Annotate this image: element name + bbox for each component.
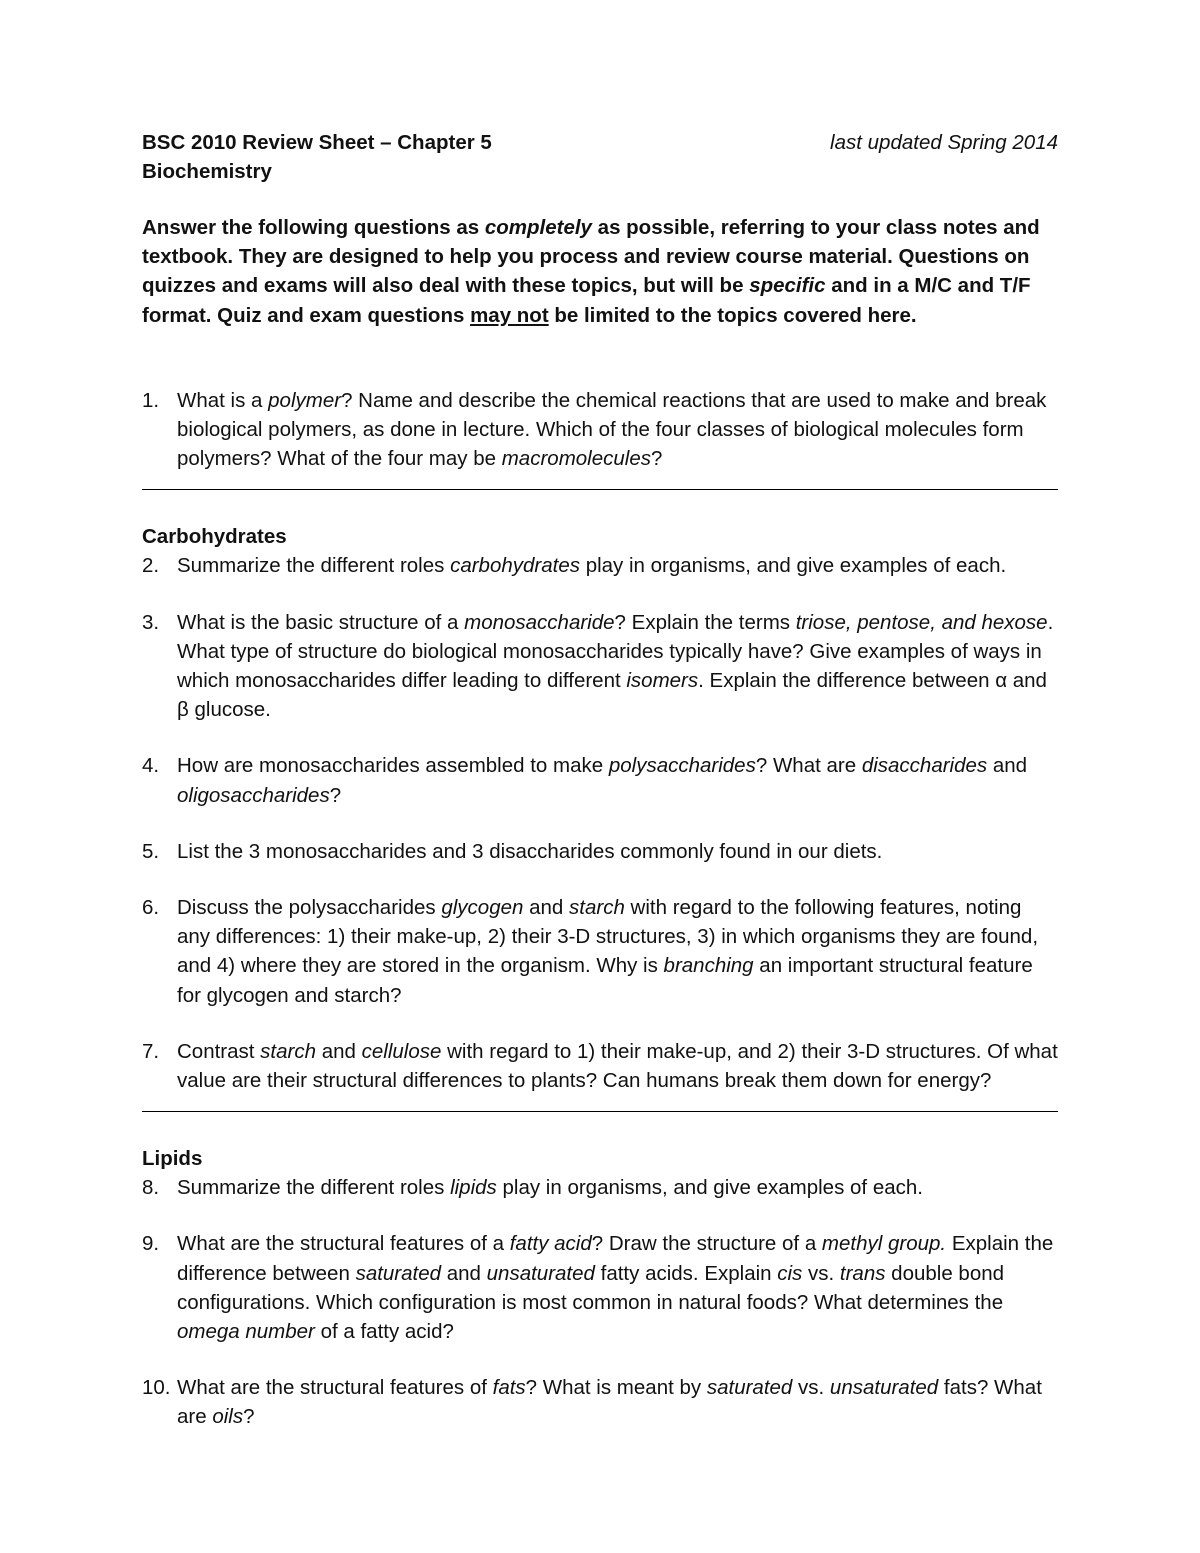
question-text: and xyxy=(987,754,1028,778)
last-updated: last updated Spring 2014 xyxy=(830,131,1058,154)
question-1 xyxy=(142,386,1058,474)
question-text: fats? What are xyxy=(177,1376,1042,1429)
question-term: unsaturated xyxy=(829,1376,939,1400)
question-text: with regard to the following features, noting any differences: 1) their make-up, 2) their 3-D structures, 3) in which organisms they are found, and 4) where they are stored in the organism. Why is xyxy=(177,896,1039,978)
section-title-carbohydrates: Carbohydrates xyxy=(142,525,287,549)
question-number: 4. xyxy=(142,754,160,778)
question-text: ? What are xyxy=(755,754,862,778)
intro-emphasis: specific xyxy=(749,274,826,298)
question-6 xyxy=(142,893,1058,1010)
question-number: 5. xyxy=(142,839,160,863)
question-term: disaccharides xyxy=(861,754,988,778)
question-text: and xyxy=(523,896,570,920)
question-text: What are the structural features of xyxy=(177,1376,493,1400)
question-text: ? xyxy=(243,1405,255,1429)
question-text: Summarize the different roles xyxy=(177,554,451,578)
section-divider xyxy=(142,1111,1058,1112)
intro-text: be limited to the topics covered here. xyxy=(548,303,917,327)
question-term: starch xyxy=(569,896,625,920)
intro-emphasis: completely xyxy=(484,216,592,239)
question-text: of a fatty acid? xyxy=(314,1320,454,1344)
instructions-paragraph xyxy=(142,213,1058,330)
question-number: 3. xyxy=(142,610,160,634)
question-text: Explain the difference between xyxy=(177,1232,1054,1285)
question-9 xyxy=(142,1229,1058,1346)
question-text: ? Name and describe the chemical reactions that are used to make and break biological polymers, as done in lecture. Which of the four classes of biological molecules form polymers? What of the four may be xyxy=(177,388,1047,471)
question-text: What are the structural features of a xyxy=(177,1232,510,1256)
question-text: fatty acids. Explain xyxy=(594,1261,778,1285)
question-10 xyxy=(142,1373,1058,1431)
question-text: . Explain the difference between α and β glucose. xyxy=(177,669,1047,722)
question-text: ? Draw the structure of a xyxy=(591,1232,822,1256)
question-term: monosaccharide xyxy=(464,610,615,634)
question-text: an important structural feature for glycogen and starch? xyxy=(177,954,1033,1007)
question-term: branching xyxy=(663,954,754,978)
question-term: triose, pentose, and hexose xyxy=(795,610,1048,634)
question-text: ? Explain the terms xyxy=(614,610,796,634)
question-4 xyxy=(142,751,1058,809)
intro-text: and in a M/C and T/F format. Quiz and exam questions xyxy=(142,274,1031,327)
question-text: play in organisms, and give examples of each. xyxy=(496,1176,923,1200)
question-term: saturated xyxy=(706,1376,793,1400)
question-text: vs. xyxy=(802,1261,840,1285)
question-text: play in organisms, and give examples of each. xyxy=(580,554,1007,578)
question-number: 7. xyxy=(142,1039,160,1063)
question-term: cellulose xyxy=(361,1039,442,1063)
question-number: 2. xyxy=(142,554,160,578)
question-text: double bond configurations. Which configuration is most common in natural foods? What determines the xyxy=(177,1261,1005,1314)
intro-text: as possible, referring to your class notes and textbook. They are designed to help you process and review course material. Questions on quizzes and exams will also deal with these topics, but will be xyxy=(142,216,1040,298)
question-number: 1. xyxy=(142,388,160,412)
question-term: starch xyxy=(260,1039,316,1063)
question-7 xyxy=(142,1037,1058,1095)
question-term: oils xyxy=(212,1405,244,1429)
question-text: What is the basic structure of a xyxy=(177,610,465,634)
question-text: ? xyxy=(329,783,342,807)
document-page xyxy=(142,128,1058,1432)
intro-underline: may not xyxy=(470,303,549,327)
question-term: omega number xyxy=(177,1320,315,1344)
doc-subtitle: Biochemistry xyxy=(142,160,272,183)
doc-title: BSC 2010 Review Sheet – Chapter 5 xyxy=(142,131,492,154)
question-text: What is a xyxy=(177,388,269,412)
intro-text: Answer the following questions as xyxy=(142,216,485,239)
question-term: polymer xyxy=(268,388,342,412)
question-text: and xyxy=(441,1261,487,1285)
question-text: vs. xyxy=(792,1376,830,1400)
question-text: and xyxy=(316,1039,362,1063)
question-number: 9. xyxy=(142,1232,160,1256)
question-term: macromolecules xyxy=(501,447,651,471)
question-2 xyxy=(142,551,1058,580)
question-number: 8. xyxy=(142,1176,160,1200)
question-term: glycogen xyxy=(441,896,524,920)
question-term: cis xyxy=(777,1261,803,1285)
question-text: . What type of structure do biological monosaccharides typically have? Give examples of ways in which monosaccharides differ leading to different xyxy=(177,610,1054,693)
question-term: isomers xyxy=(626,669,699,693)
question-term: polysaccharides xyxy=(608,754,756,778)
question-text: Discuss the polysaccharides xyxy=(177,896,442,920)
question-text: ? xyxy=(650,447,663,471)
question-5 xyxy=(142,837,1058,866)
question-8 xyxy=(142,1173,1058,1202)
question-term: carbohydrates xyxy=(450,554,580,578)
question-term: fatty acid xyxy=(509,1232,592,1256)
question-term: oligosaccharides xyxy=(177,783,330,807)
question-text: Contrast xyxy=(177,1039,261,1063)
question-3 xyxy=(142,608,1058,725)
question-text: ? What is meant by xyxy=(525,1376,707,1400)
question-number: 10. xyxy=(142,1376,171,1400)
question-term: fats xyxy=(492,1376,526,1400)
question-term: lipids xyxy=(450,1176,497,1200)
question-text: List the 3 monosaccharides and 3 disaccharides commonly found in our diets. xyxy=(177,839,883,863)
section-title-lipids: Lipids xyxy=(142,1147,203,1171)
question-term: unsaturated xyxy=(486,1261,595,1285)
question-number: 6. xyxy=(142,896,160,920)
question-text: Summarize the different roles xyxy=(177,1176,451,1200)
question-term: saturated xyxy=(355,1261,442,1285)
question-text: with regard to 1) their make-up, and 2) their 3-D structures. Of what value are their structural differences to plants? Can humans break them down for energy? xyxy=(177,1039,1058,1093)
question-term: methyl group. xyxy=(821,1232,947,1256)
question-term: trans xyxy=(839,1261,886,1285)
section-divider xyxy=(142,489,1058,490)
question-text: How are monosaccharides assembled to make xyxy=(177,754,609,778)
header xyxy=(142,128,1058,186)
